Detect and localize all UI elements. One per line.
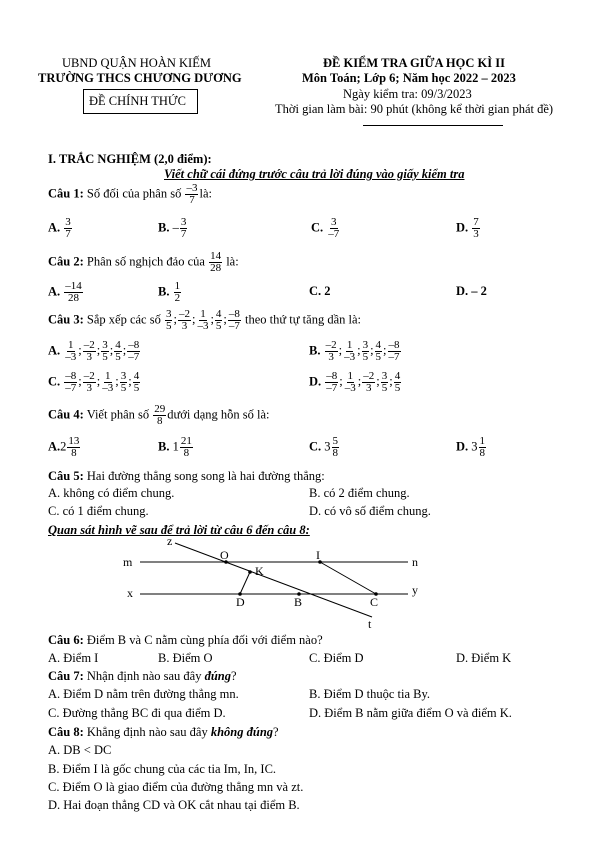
label-c: C: [370, 595, 379, 609]
q3-option-b[interactable]: B. $\frac{-2}{3}$ ; $\frac{1}{-3}$ ; $\frac{3}{5}$ ; $\frac{4}{5}$ ; $\frac{-8}{-7}$: [309, 339, 400, 363]
question-8: Câu 8: Khẳng định nào sau đây không đúng?: [48, 725, 279, 739]
q3-number-list: $\frac{3}{5}$ ; $\frac{-2}{3}$ ; $\frac{1}{-3}$ ; $\frac{4}{5}$ ; $\frac{-8}{-7}$: [165, 308, 240, 332]
q5-option-d[interactable]: D. có vô số điểm chung.: [309, 504, 431, 518]
q3-option-d[interactable]: D. $\frac{-8}{-7}$ ; $\frac{1}{-3}$ ; $\frac{-2}{3}$ ; $\frac{3}{5}$ ; $\frac{4}{5}$: [309, 370, 401, 394]
q2-option-b[interactable]: B. $\frac{1}{2}$: [158, 280, 181, 304]
q4-option-a[interactable]: A.2 $\frac{13}{8}$: [48, 435, 80, 459]
fraction: $\frac{1}{-3}$: [197, 308, 209, 332]
fraction: $\frac{-8}{-7}$: [326, 370, 338, 394]
q2-option-a[interactable]: A. $\frac{-14}{28}$: [48, 280, 82, 304]
label-x: x: [127, 586, 133, 600]
q2-fraction: $\frac{14}{28}$: [210, 250, 222, 274]
fraction: $\frac{3}{5}$: [362, 339, 369, 363]
fraction: $\frac{-8}{-7}$: [228, 308, 240, 332]
fraction: $\frac{3}{5}$: [165, 308, 172, 332]
label-m: m: [123, 555, 133, 569]
q7-option-c[interactable]: C. Đường thẳng BC đi qua điểm D.: [48, 706, 226, 720]
question-6: Câu 6: Điểm B và C nằm cùng phía đối với điểm nào?: [48, 633, 323, 647]
section-title: I. TRẮC NGHIỆM (2,0 điểm):: [48, 152, 212, 166]
q3-option-a[interactable]: A. $\frac{1}{-3}$ ; $\frac{-2}{3}$ ; $\frac{3}{5}$ ; $\frac{4}{5}$ ; $\frac{-8}{-7}$: [48, 339, 140, 363]
fraction: $\frac{1}{-3}$: [102, 370, 114, 394]
question-1: Câu 1: Số đối của phân số $\frac{-3}{7}$ là:: [48, 182, 212, 206]
school-name: TRƯỜNG THCS CHƯƠNG DƯƠNG: [38, 71, 242, 85]
fraction: $\frac{-2}{3}$: [325, 339, 337, 363]
exam-subject: Môn Toán; Lớp 6; Năm học 2022 – 2023: [302, 71, 516, 85]
fraction: $\frac{4}{5}$: [375, 339, 382, 363]
q4-fraction: $\frac{29}{8}$: [154, 403, 166, 427]
department-name: UBND QUẬN HOÀN KIẾM: [62, 56, 211, 70]
question-4: Câu 4: Viết phân số $\frac{29}{8}$ dưới dạng hỗn số là:: [48, 403, 270, 427]
fraction: $\frac{-2}{3}$: [363, 370, 375, 394]
q4-option-d[interactable]: D. 3 $\frac{1}{8}$: [456, 435, 486, 459]
exam-duration: Thời gian làm bài: 90 phút (không kể thời gian phát đề): [275, 102, 554, 116]
official-label: ĐỀ CHÍNH THỨC: [89, 94, 186, 108]
segment-dk: [240, 572, 250, 594]
q8-option-d[interactable]: D. Hai đoạn thẳng CD và OK cắt nhau tại điểm B.: [48, 798, 300, 812]
q1-option-a[interactable]: A. $\frac{3}{7}$: [48, 216, 71, 240]
fraction: $\frac{-8}{-7}$: [128, 339, 140, 363]
label-d: D: [236, 595, 245, 609]
fraction: $\frac{4}{5}$: [215, 308, 222, 332]
label-k: K: [255, 564, 264, 578]
fraction: $\frac{4}{5}$: [115, 339, 121, 363]
label-y: y: [412, 583, 418, 597]
fraction: $\frac{3}{5}$: [102, 339, 108, 363]
q8-option-a[interactable]: A. DB < DC: [48, 743, 112, 757]
q8-option-b[interactable]: B. Điểm I là gốc chung của các tia Im, In, IC.: [48, 762, 277, 776]
fraction: $\frac{-2}{3}$: [83, 339, 95, 363]
q7-option-d[interactable]: D. Điểm B nằm giữa điểm O và điểm K.: [309, 706, 512, 720]
fraction: $\frac{4}{5}$: [133, 370, 140, 394]
fraction: $\frac{-2}{3}$: [178, 308, 190, 332]
q2-option-d[interactable]: D. – 2: [456, 284, 487, 298]
q2-option-c[interactable]: C. 2: [309, 284, 331, 298]
fraction: $\frac{1}{-3}$: [344, 370, 356, 394]
fraction: $\frac{-8}{-7}$: [388, 339, 400, 363]
q1-option-d[interactable]: D. $\frac{7}{3}$: [456, 216, 479, 240]
q4-option-c[interactable]: C. 3 $\frac{5}{8}$: [309, 435, 339, 459]
label-t: t: [368, 617, 372, 631]
fraction: $\frac{3}{5}$: [381, 370, 388, 394]
q6-option-b[interactable]: B. Điểm O: [158, 651, 213, 665]
fraction: $\frac{-2}{3}$: [83, 370, 95, 394]
q5-option-a[interactable]: A. không có điểm chung.: [48, 486, 175, 500]
label-n: n: [412, 555, 418, 569]
fraction: $\frac{-8}{-7}$: [65, 370, 77, 394]
exam-title: ĐỀ KIỂM TRA GIỮA HỌC KÌ II: [323, 56, 505, 70]
line-zt: [175, 543, 372, 617]
label-i: I: [316, 548, 320, 562]
q7-option-a[interactable]: A. Điểm D nằm trên đường thẳng mn.: [48, 687, 239, 701]
q6-option-d[interactable]: D. Điểm K: [456, 651, 512, 665]
q5-option-b[interactable]: B. có 2 điểm chung.: [309, 486, 410, 500]
q1-option-b[interactable]: B. – $\frac{3}{7}$: [158, 216, 187, 240]
segment-ic: [320, 562, 376, 594]
section-instruction: Viết chữ cái đứng trước câu trả lời đúng vào giấy kiểm tra: [164, 167, 465, 181]
label-z: z: [167, 534, 173, 548]
fraction: $\frac{4}{5}$: [394, 370, 401, 394]
q4-option-b[interactable]: B. 1 $\frac{21}{8}$: [158, 435, 192, 459]
q1-option-c[interactable]: C. $\frac{3}{-7}$: [311, 216, 340, 240]
exam-date: Ngày kiểm tra: 09/3/2023: [343, 87, 472, 101]
fraction: $\frac{3}{5}$: [120, 370, 127, 394]
question-3: Câu 3: Sắp xếp các số $\frac{3}{5}$ ; $\frac{-2}{3}$ ; $\frac{1}{-3}$ ; $\frac{4}{5}$ ; $\frac{-8}{-7}$ theo thứ tự tăng dần là:: [48, 308, 361, 332]
q5-option-c[interactable]: C. có 1 điểm chung.: [48, 504, 149, 518]
q6-option-a[interactable]: A. Điểm I: [48, 651, 99, 665]
q7-option-b[interactable]: B. Điểm D thuộc tia By.: [309, 687, 431, 701]
question-7: Câu 7: Nhận định nào sau đây đúng?: [48, 669, 237, 683]
label-b: B: [294, 595, 303, 609]
point-k: [248, 570, 252, 574]
question-2: Câu 2: Phân số nghịch đảo của $\frac{14}{28}$ là:: [48, 250, 239, 274]
fraction: $\frac{1}{-3}$: [344, 339, 356, 363]
q6-option-c[interactable]: C. Điểm D: [309, 651, 364, 665]
fraction: $\frac{1}{-3}$: [65, 339, 77, 363]
figure-instruction: Quan sát hình vẽ sau để trả lời từ câu 6 đến câu 8:: [48, 523, 310, 537]
q1-fraction: $\frac{-3}{7}$: [186, 182, 198, 206]
q8-option-c[interactable]: C. Điểm O là giao điểm của đường thẳng mn và zt.: [48, 780, 304, 794]
q3-option-c[interactable]: C. $\frac{-8}{-7}$ ; $\frac{-2}{3}$ ; $\frac{1}{-3}$ ; $\frac{3}{5}$ ; $\frac{4}{5}$: [48, 370, 140, 394]
label-o: O: [220, 548, 229, 562]
question-5: Câu 5: Hai đường thẳng song song là hai đường thẳng:: [48, 469, 325, 483]
